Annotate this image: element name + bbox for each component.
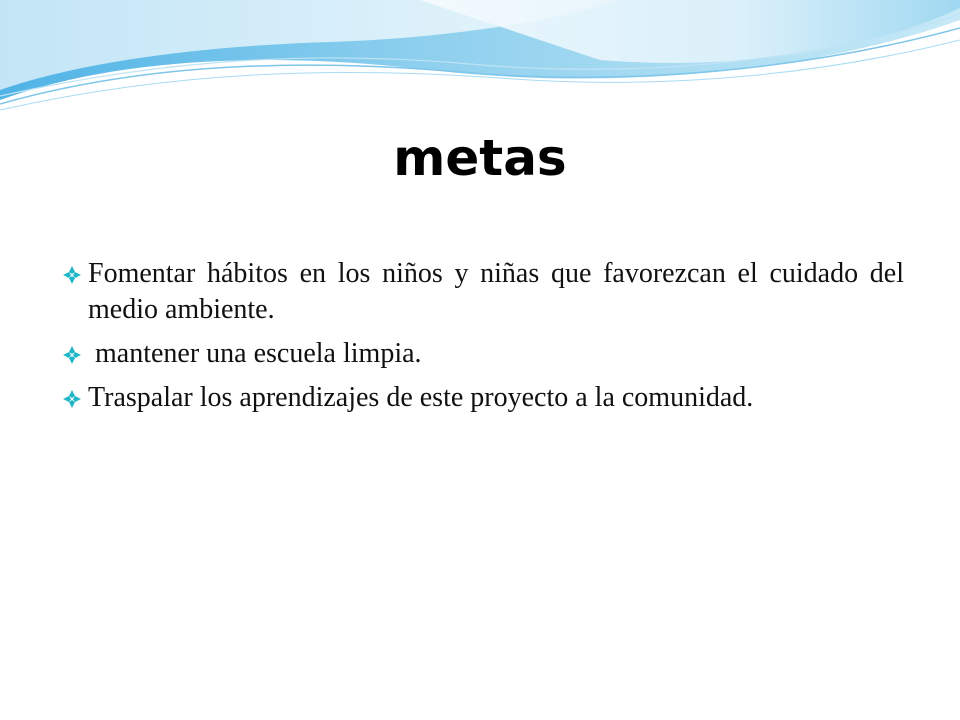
bullet-list — [62, 256, 904, 424]
diamond-bullet-icon — [62, 265, 82, 285]
header-wave-decoration — [0, 0, 960, 130]
bullet-text-2: mantener una escuela limpia. — [88, 338, 422, 369]
bullet-text-3: Traspalar los aprendizajes de este proyecto a la comunidad. — [88, 382, 754, 413]
diamond-bullet-icon — [62, 389, 82, 409]
bullet-item-3 — [62, 380, 904, 416]
bullet-item-1 — [62, 256, 904, 328]
slide-title: metas — [393, 129, 567, 187]
diamond-bullet-icon — [62, 345, 82, 365]
bullet-text-1: Fomentar hábitos en los niños y niñas que favorezcan el cuidado del medio ambiente. — [88, 258, 904, 325]
bullet-item-2 — [62, 336, 904, 372]
